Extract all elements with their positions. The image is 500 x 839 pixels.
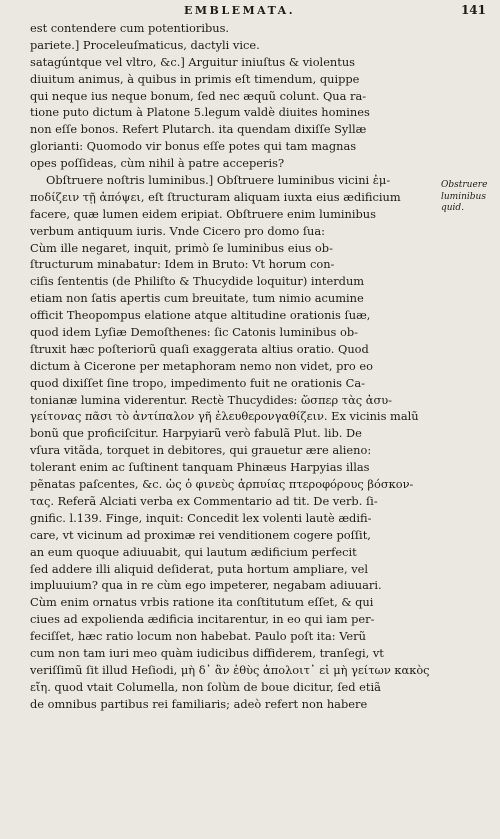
text-line: ſed addere illi aliquid deſiderat, puta hortum ampliare, vel bbox=[30, 561, 369, 576]
margin-note-line: quid. bbox=[441, 203, 465, 213]
text-line: ciues ad expolienda ædificia incitarentur, in eo qui iam per- bbox=[30, 612, 375, 627]
text-line: non eſſe bonos. Refert Plutarch. ita quendam dixiſſe Syllæ bbox=[30, 122, 367, 137]
text-line: Cùm enim ornatus vrbis ratione ita conſtitutum eſſet, & qui bbox=[30, 595, 374, 610]
margin-note-line: Obstruere bbox=[441, 180, 488, 190]
text-line: vſura vitãda, torquet in debitores, qui grauetur ære alieno: bbox=[30, 443, 372, 458]
text-line: pariete.] Proceleuſmaticus, dactyli vice. bbox=[30, 37, 260, 52]
page-header bbox=[0, 4, 500, 18]
text-line: glorianti: Quomodo vir bonus eſſe potes qui tam magnas bbox=[30, 139, 357, 154]
text-line: dictum à Cicerone per metaphoram nemo non videt, pro eo bbox=[30, 358, 373, 373]
text-line: gnific. l.139. Finge, inquit: Concedit lex volenti lautè ædifi- bbox=[30, 510, 372, 525]
text-line: ſtructurum minabatur: Idem in Bruto: Vt horum con- bbox=[30, 257, 335, 272]
text-line: verbum antiquum iuris. Vnde Cicero pro domo ſua: bbox=[30, 223, 325, 238]
margin-note bbox=[441, 180, 499, 215]
text-line: τας. Referã Alciati verba ex Commentario ad tit. De verb. ſi- bbox=[30, 493, 378, 508]
text-line: εἴη. quod vtait Columella, non ſolùm de boue dicitur, ſed etiã bbox=[30, 679, 381, 694]
text-line: ποδίζειν τῇ ἀπόψει, eſt ſtructuram aliquam iuxta eius ædificium bbox=[30, 189, 401, 204]
text-line: γείτονας πᾶσι τὸ ἀντίπαλον γῆ ἐλευθερονγαθίζειν. Ex vicinis malũ bbox=[30, 409, 419, 424]
margin-note-line: luminibus bbox=[441, 191, 486, 202]
text-line: Cùm ille negaret, inquit, primò ſe luminibus eius ob- bbox=[30, 240, 333, 255]
text-line: impluuium? qua in re cùm ego impeterer, negabam adiuuari. bbox=[30, 578, 382, 593]
running-title: EMBLEMATA. bbox=[184, 4, 296, 17]
text-line: opes poſſideas, cùm nihil à patre acceperis? bbox=[30, 156, 285, 171]
text-line: de omnibus partibus rei familiaris; adeò refert non habere bbox=[30, 696, 368, 711]
text-line: feciſſet, hæc ratio locum non habebat. Paulo poſt ita: Verũ bbox=[30, 629, 366, 644]
text-line: bonũ que proficiſcitur. Harpyiarũ verò fabulã Plut. lib. De bbox=[30, 426, 362, 441]
text-line: Obſtruere noſtris luminibus.] Obſtruere luminibus vicini ἐμ- bbox=[46, 173, 391, 188]
text-line: quod idem Lyſiæ Demoſthenes: ſic Catonis luminibus ob- bbox=[30, 325, 359, 340]
text-line: satagúntque vel vltro, &c.] Arguitur iniuſtus & violentus bbox=[30, 54, 356, 69]
text-line: quod dixiſſet ſine tropo, impedimento fuit ne orationis Ca- bbox=[30, 375, 366, 390]
text-line: veriſſimũ ſit illud Heſiodi, μὴ δ᾽ ἂν ἐθὺς ἀπολοιτ᾽ εἰ μὴ γείτων κακὸς bbox=[30, 662, 430, 677]
text-line: qui neque ius neque bonum, ſed nec æquũ colunt. Qua ra- bbox=[30, 88, 367, 103]
text-line: officit Theopompus elatione atque altitudine orationis ſuæ, bbox=[30, 308, 371, 323]
text-line: etiam non ſatis apertis cum breuitate, tum nimio acumine bbox=[30, 291, 364, 306]
text-line: ciſis ſententis (de Philiſto & Thucydide loquitur) interdum bbox=[30, 274, 365, 289]
text-line: care, vt vicinum ad proximæ rei venditionem cogere poſſit, bbox=[30, 527, 371, 542]
text-line: diuitum animus, à quibus in primis eſt timendum, quippe bbox=[30, 71, 360, 86]
body-text bbox=[30, 20, 432, 713]
text-line: ſtruxit hæc poſteriorũ quaſi exaggerata altius oratio. Quod bbox=[30, 341, 369, 356]
text-line: tonianæ lumina viderentur. Rectè Thucydides: ὥσπερ τὰς ἀσυ- bbox=[30, 392, 393, 407]
text-line: tolerant enim ac ſuſtinent tanquam Phinæus Harpyias illas bbox=[30, 460, 370, 475]
text-line: est contendere cum potentioribus. bbox=[30, 21, 230, 35]
text-line: tione puto dictum à Platone 5.legum valdè diuites homines bbox=[30, 105, 370, 120]
page-number: 141 bbox=[460, 3, 486, 17]
text-line: cum non tam iuri meo quàm iudicibus diffiderem, tranſegi, vt bbox=[30, 645, 384, 660]
text-line: pẽnatas paſcentes, &c. ὡς ὁ φινεὺς ἁρπυίας πτεροφόρους βόσκον- bbox=[30, 477, 414, 492]
text-line: facere, quæ lumen eidem eripiat. Obſtruere enim luminibus bbox=[30, 206, 376, 221]
text-line: an eum quoque adiuuabit, qui lautum ædificium perfecit bbox=[30, 544, 357, 559]
